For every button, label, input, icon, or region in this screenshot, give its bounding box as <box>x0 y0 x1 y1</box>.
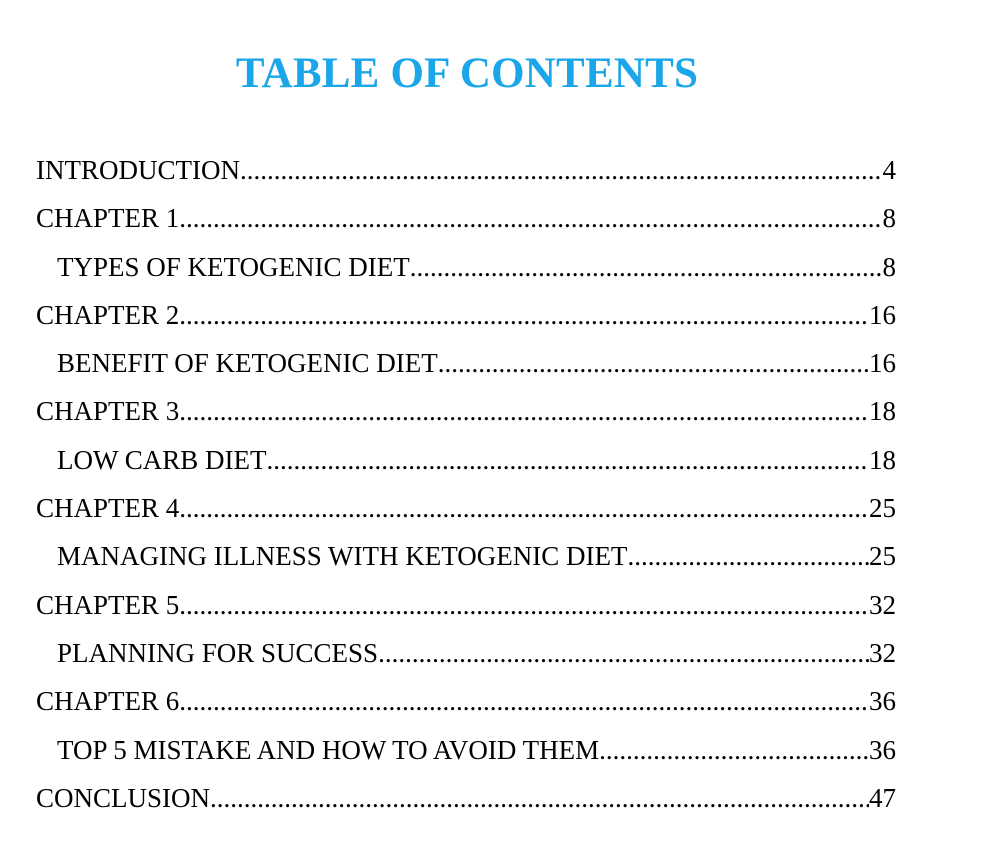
toc-entry-types-of-ketogenic-diet[interactable] <box>36 245 896 293</box>
toc-entry-chapter-1[interactable] <box>36 196 896 244</box>
toc-entry-page: 36 <box>869 686 896 717</box>
toc-entry-page: 32 <box>869 637 896 668</box>
toc-entry-page: 8 <box>882 251 896 282</box>
toc-entry-page: 18 <box>869 444 896 475</box>
dot-leader <box>410 245 883 289</box>
toc-entry-page: 18 <box>869 396 896 427</box>
toc-entry-low-carb-diet[interactable] <box>36 438 896 486</box>
toc-entry-conclusion[interactable] <box>36 776 896 824</box>
toc-entry-page: 36 <box>869 734 896 765</box>
dot-leader <box>378 631 869 675</box>
dot-leader <box>599 728 869 772</box>
toc-entry-chapter-4[interactable] <box>36 486 896 534</box>
toc-list <box>36 148 896 824</box>
toc-entry-page: 16 <box>869 299 896 330</box>
toc-title: TABLE OF CONTENTS <box>235 50 699 97</box>
dot-leader <box>179 293 869 337</box>
dot-leader <box>179 486 869 530</box>
toc-entry-page: 32 <box>869 589 896 620</box>
dot-leader <box>210 776 869 820</box>
dot-leader <box>179 389 869 433</box>
toc-entry-chapter-3[interactable] <box>36 389 896 437</box>
toc-entry-chapter-5[interactable] <box>36 583 896 631</box>
dot-leader <box>627 534 869 578</box>
dot-leader <box>267 438 870 482</box>
toc-entry-label: CHAPTER 3 <box>36 396 180 427</box>
dot-leader <box>240 148 883 192</box>
toc-entry-label: TOP 5 MISTAKE AND HOW TO AVOID THEM <box>57 734 600 765</box>
toc-entry-label: CHAPTER 5 <box>36 589 180 620</box>
toc-entry-top-5-mistake[interactable] <box>36 728 896 776</box>
toc-entry-page: 8 <box>882 203 896 234</box>
toc-entry-label: CONCLUSION <box>36 782 211 813</box>
dot-leader <box>179 583 869 627</box>
toc-entry-chapter-2[interactable] <box>36 293 896 341</box>
toc-entry-label: PLANNING FOR SUCCESS <box>57 637 379 668</box>
dot-leader <box>438 341 869 385</box>
toc-entry-introduction[interactable] <box>36 148 896 196</box>
toc-entry-label: CHAPTER 6 <box>36 686 180 717</box>
toc-entry-label: MANAGING ILLNESS WITH KETOGENIC DIET <box>57 541 628 572</box>
toc-entry-page: 25 <box>869 493 896 524</box>
toc-entry-page: 47 <box>869 782 896 813</box>
dot-leader <box>179 679 869 723</box>
toc-entry-benefit-of-ketogenic-diet[interactable] <box>36 341 896 389</box>
toc-entry-managing-illness[interactable] <box>36 534 896 582</box>
toc-entry-label: CHAPTER 4 <box>36 493 180 524</box>
dot-leader <box>179 196 882 240</box>
toc-entry-page: 4 <box>882 155 896 185</box>
toc-entry-planning-for-success[interactable] <box>36 631 896 679</box>
toc-entry-chapter-6[interactable] <box>36 679 896 727</box>
toc-entry-label: LOW CARB DIET <box>57 444 267 475</box>
toc-entry-page: 25 <box>869 541 896 572</box>
toc-entry-label: TYPES OF KETOGENIC DIET <box>57 251 410 282</box>
toc-entry-label: BENEFIT OF KETOGENIC DIET <box>57 348 438 379</box>
toc-entry-label: CHAPTER 1 <box>36 203 180 234</box>
toc-entry-page: 16 <box>869 348 896 379</box>
toc-entry-label: INTRODUCTION <box>36 155 240 185</box>
toc-entry-label: CHAPTER 2 <box>36 299 180 330</box>
